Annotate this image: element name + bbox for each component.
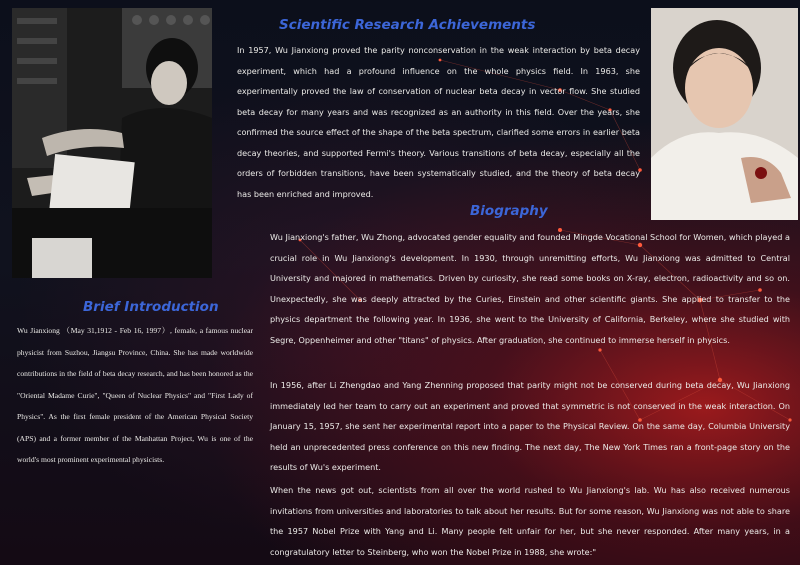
portrait-photo [651,8,798,220]
intro-text: Wu Jianxiong （May 31,1912 - Feb 16, 1997）, female, a famous nuclear physicist from Suzhou, Jiangsu Province, China. She has made worldwide contributions in the field of beta decay research, and has been honored as the "Oriental Madame Curie", "Queen of Nuclear Physics" and "First Lady of Physics". As the first female president of the American Physical Society (APS) and a former member of the Manhattan Project, Wu is one of the world's most prominent experimental physicists. [17,326,253,464]
intro-heading: Brief Introduction [83,299,219,315]
biography-paragraph-3: When the news got out, scientists from all over the world rushed to Wu Jianxiong's lab. Wu has also received numerous invitations from universities and laboratories to talk about her results. But for some reason, Wu Jianxiong was not able to share the 1957 Nobel Prize with Yang and Li. Many people felt unfair for her, but she never responded. After many years, in a congratulatory letter to Steinberg, who won the Nobel Prize in 1988, she wrote:" [270,485,790,557]
research-text: In 1957, Wu Jianxiong proved the parity nonconservation in the weak interaction by beta decay experiment, which had a profound influence on the whole physics field. In 1963, she experimentally proved the law of conservation of nuclear beta decay in vector flow. She studied beta decay for many years and was recognized as an authority in this field. Over the years, she confirmed the source effect of the shape of the beta spectrum, clarified some errors in earlier beta decay theories, and supported Fermi's theory. Various transitions of beta decay, especially all the orders of forbidden transitions, have been systematically studied, and the theory of beta decay has been enriched and improved. [237,45,640,199]
biography-heading: Biography [470,203,548,219]
biography-paragraph-1: Wu Jianxiong's father, Wu Zhong, advocated gender equality and founded Mingde Vocational School for Women, which played a crucial role in Wu Jianxiong's development. In 1930, through unremitting efforts, Wu Jianxiong was admitted to Central University and majored in mathematics. Driven by curiosity, she read some books on X-ray, electron, radioactivity and so on. Unexpectedly, she was deeply attracted by the Curies, Einstein and other scientific giants. She applied to transfer to the physics department the following year. In 1936, she went to the University of California, Berkeley, where she studied with Segre, Oppenheimer and other "titans" of physics. After graduation, she continued to immerse herself in physics. [270,232,790,345]
research-heading: Scientific Research Achievements [279,17,536,33]
biography-paragraph-2: In 1956, after Li Zhengdao and Yang Zhenning proposed that parity might not be conserved during beta decay, Wu Jianxiong immediately led her team to carry out an experiment and proved that symmetric is not conserved in the weak interaction. On January 15, 1957, she sent her experimental report into a paper to the Physical Review. On the same day, Columbia University held an unprecedented press conference on this new finding. The next day, The New York Times ran a front-page story on the results of Wu's experiment. [270,380,790,472]
lab-photo [12,8,212,278]
